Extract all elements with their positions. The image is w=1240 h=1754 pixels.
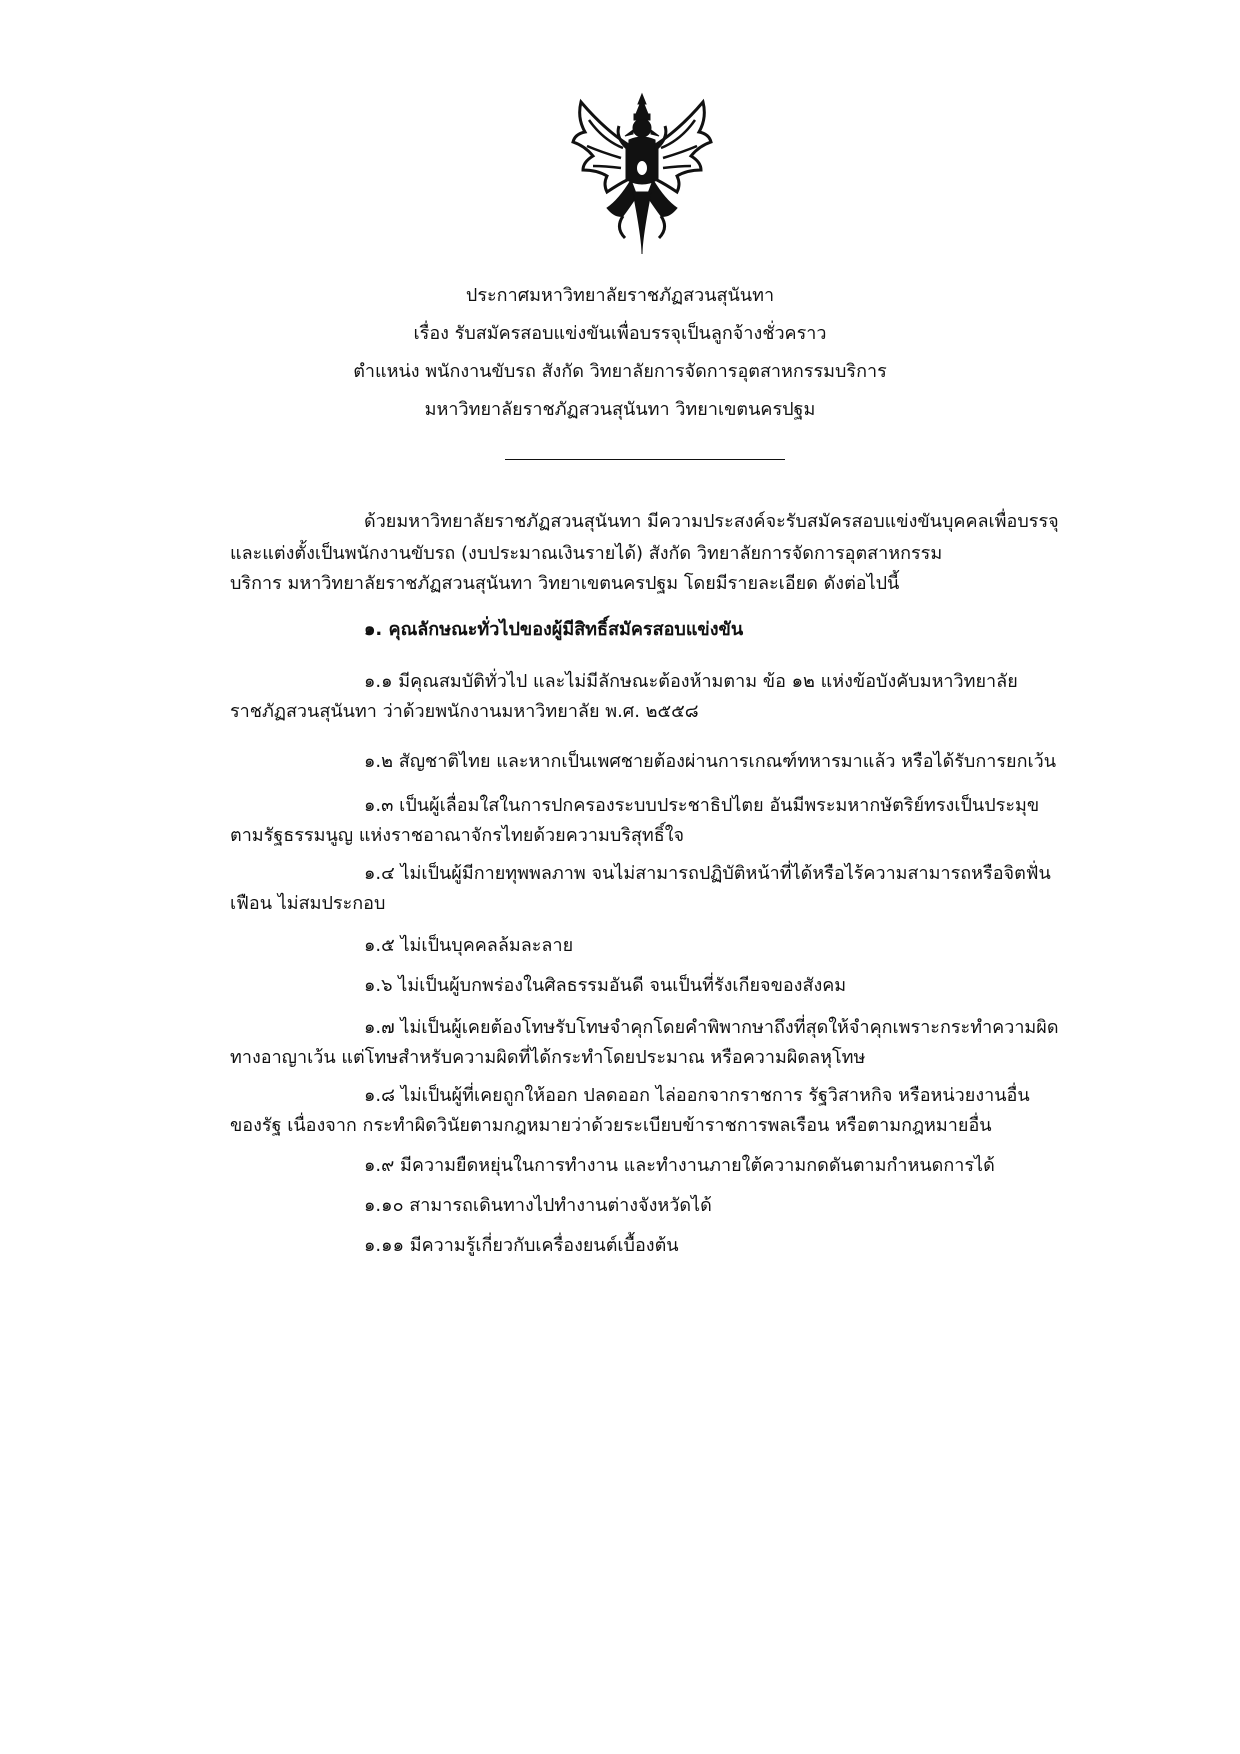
item-1-8-line-2: ของรัฐ เนื่องจาก กระทำผิดวินัยตามกฎหมายว่าด้วยระเบียบข้าราชการพลเรือน หรือตามกฎหมายอื่น bbox=[230, 1115, 992, 1136]
intro-line-1: ด้วยมหาวิทยาลัยราชภัฏสวนสุนันทา มีความประสงค์จะรับสมัครสอบแข่งขันบุคคลเพื่อบรรจุ bbox=[364, 511, 1059, 532]
item-1-7-line-2: ทางอาญาเว้น แต่โทษสำหรับความผิดที่ได้กระทำโดยประมาณ หรือความผิดลหุโทษ bbox=[230, 1047, 866, 1068]
item-1-3-line-1: ๑.๓ เป็นผู้เลื่อมใสในการปกครองระบบประชาธิปไตย อันมีพระมหากษัตริย์ทรงเป็นประมุข bbox=[364, 795, 1040, 816]
intro-line-2: และแต่งตั้งเป็นพนักงานขับรถ (งบประมาณเงินรายได้) สังกัด วิทยาลัยการจัดการอุตสาหกรรม bbox=[230, 543, 943, 564]
item-1-1-line-2: ราชภัฏสวนสุนันทา ว่าด้วยพนักงานมหาวิทยาลัย พ.ศ. ๒๕๕๘ bbox=[230, 701, 699, 722]
item-1-8-line-1: ๑.๘ ไม่เป็นผู้ที่เคยถูกให้ออก ปลดออก ไล่ออกจากราชการ รัฐวิสาหกิจ หรือหน่วยงานอื่น bbox=[364, 1085, 1030, 1106]
item-1-10: ๑.๑๐ สามารถเดินทางไปทำงานต่างจังหวัดได้ bbox=[364, 1195, 712, 1216]
intro-line-3: บริการ มหาวิทยาลัยราชภัฏสวนสุนันทา วิทยาเขตนครปฐม โดยมีรายละเอียด ดังต่อไปนี้ bbox=[230, 573, 900, 594]
item-1-3-line-2: ตามรัฐธรรมนูญ แห่งราชอาณาจักรไทยด้วยความบริสุทธิ์ใจ bbox=[230, 825, 685, 846]
item-1-2: ๑.๒ สัญชาติไทย และหากเป็นเพศชายต้องผ่านการเกณฑ์ทหารมาแล้ว หรือได้รับการยกเว้น bbox=[364, 751, 1057, 772]
announcement-campus: มหาวิทยาลัยราชภัฏสวนสุนันทา วิทยาเขตนครปฐม bbox=[424, 399, 816, 420]
item-1-9: ๑.๙ มีความยืดหยุ่นในการทำงาน และทำงานภายใต้ความกดดันตามกำหนดการได้ bbox=[364, 1155, 995, 1176]
item-1-6: ๑.๖ ไม่เป็นผู้บกพร่องในศิลธรรมอันดี จนเป็นที่รังเกียจของสังคม bbox=[364, 975, 847, 996]
announcement-title: ประกาศมหาวิทยาลัยราชภัฏสวนสุนันทา bbox=[465, 285, 775, 306]
item-1-11: ๑.๑๑ มีความรู้เกี่ยวกับเครื่องยนต์เบื้องต้น bbox=[364, 1235, 679, 1256]
item-1-4-line-1: ๑.๔ ไม่เป็นผู้มีกายทุพพลภาพ จนไม่สามารถปฏิบัติหน้าที่ได้หรือไร้ความสามารถหรือจิตฟั่น bbox=[364, 863, 1051, 884]
section-heading: ๑. คุณลักษณะทั่วไปของผู้มีสิทธิ์สมัครสอบแข่งขัน bbox=[364, 619, 744, 640]
item-1-1-line-1: ๑.๑ มีคุณสมบัติทั่วไป และไม่มีลักษณะต้องห้ามตาม ข้อ ๑๒ แห่งข้อบังคับมหาวิทยาลัย bbox=[364, 671, 1018, 692]
announcement-position: ตำแหน่ง พนักงานขับรถ สังกัด วิทยาลัยการจัดการอุตสาหกรรมบริการ bbox=[353, 361, 887, 382]
garuda-emblem-icon bbox=[567, 88, 717, 260]
item-1-7-line-1: ๑.๗ ไม่เป็นผู้เคยต้องโทษรับโทษจำคุกโดยคำพิพากษาถึงที่สุดให้จำคุกเพราะกระทำความผิด bbox=[364, 1017, 1059, 1038]
title-divider bbox=[505, 459, 785, 460]
item-1-4-line-2: เฟือน ไม่สมประกอบ bbox=[230, 893, 386, 914]
item-1-5: ๑.๕ ไม่เป็นบุคคลล้มละลาย bbox=[364, 935, 574, 956]
announcement-subject: เรื่อง รับสมัครสอบแข่งขันเพื่อบรรจุเป็นลูกจ้างชั่วคราว bbox=[413, 323, 827, 344]
